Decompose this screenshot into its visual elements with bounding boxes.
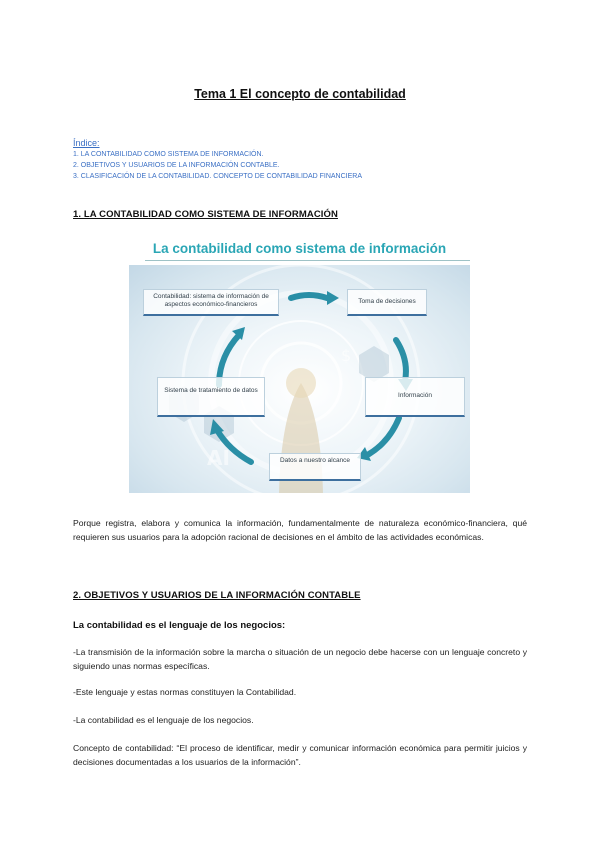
figure-image — [129, 265, 470, 493]
arrow-top — [291, 295, 327, 298]
section-1-heading: 1. LA CONTABILIDAD COMO SISTEMA DE INFORMACIÓN — [73, 209, 338, 220]
information-system-figure — [127, 237, 472, 495]
box-toma-decisiones: Toma de decisiones — [347, 289, 427, 316]
box-datos-alcance: Datos a nuestro alcance — [269, 453, 361, 481]
box-tratamiento-datos: Sistema de tratamiento de datos — [157, 377, 265, 417]
index-item-3[interactable]: 3. CLASIFICACIÓN DE LA CONTABILIDAD. CONCEPTO DE CONTABILIDAD FINANCIERA — [73, 173, 362, 180]
svg-text:AI: AI — [207, 446, 230, 470]
section-1-paragraph: Porque registra, elabora y comunica la información, fundamentalmente de naturaleza económico-financiera, qué requieren sus usuarios para la adopción racional de decisiones en el ámbito de las actividades económicas. — [73, 518, 527, 542]
point-1: -La transmisión de la información sobre la marcha o situación de un negocio debe hacerse con un lenguaje concreto y siguiendo unas normas específicas. — [73, 647, 527, 671]
document-title: Tema 1 El concepto de contabilidad — [194, 87, 406, 101]
svg-text:$: $ — [341, 346, 352, 365]
index-item-1[interactable]: 1. LA CONTABILIDAD COMO SISTEMA DE INFORMACIÓN. — [73, 151, 264, 158]
point-2: -Este lenguaje y estas normas constituyen la Contabilidad. — [73, 687, 297, 697]
concept-paragraph: Concepto de contabilidad: “El proceso de identificar, medir y comunicar información económica para permitir juicios y decisiones documentadas a los usuarios de la información”. — [73, 743, 527, 767]
section-2-heading: 2. OBJETIVOS Y USUARIOS DE LA INFORMACIÓN CONTABLE — [73, 590, 361, 601]
box-informacion: Información — [365, 377, 465, 417]
arrow-right-upper — [396, 340, 406, 381]
box-contabilidad: Contabilidad: sistema de información de aspectos económico-financieros — [143, 289, 279, 316]
figure-divider — [145, 260, 470, 261]
table-of-contents — [73, 137, 362, 182]
index-label[interactable]: Índice: — [73, 138, 100, 148]
point-3: -La contabilidad es el lenguaje de los negocios. — [73, 715, 254, 725]
index-item-2[interactable]: 2. OBJETIVOS Y USUARIOS DE LA INFORMACIÓN CONTABLE. — [73, 162, 280, 169]
figure-title: La contabilidad como sistema de información — [152, 241, 447, 256]
section-2-subheading: La contabilidad es el lenguaje de los negocios: — [73, 620, 286, 631]
